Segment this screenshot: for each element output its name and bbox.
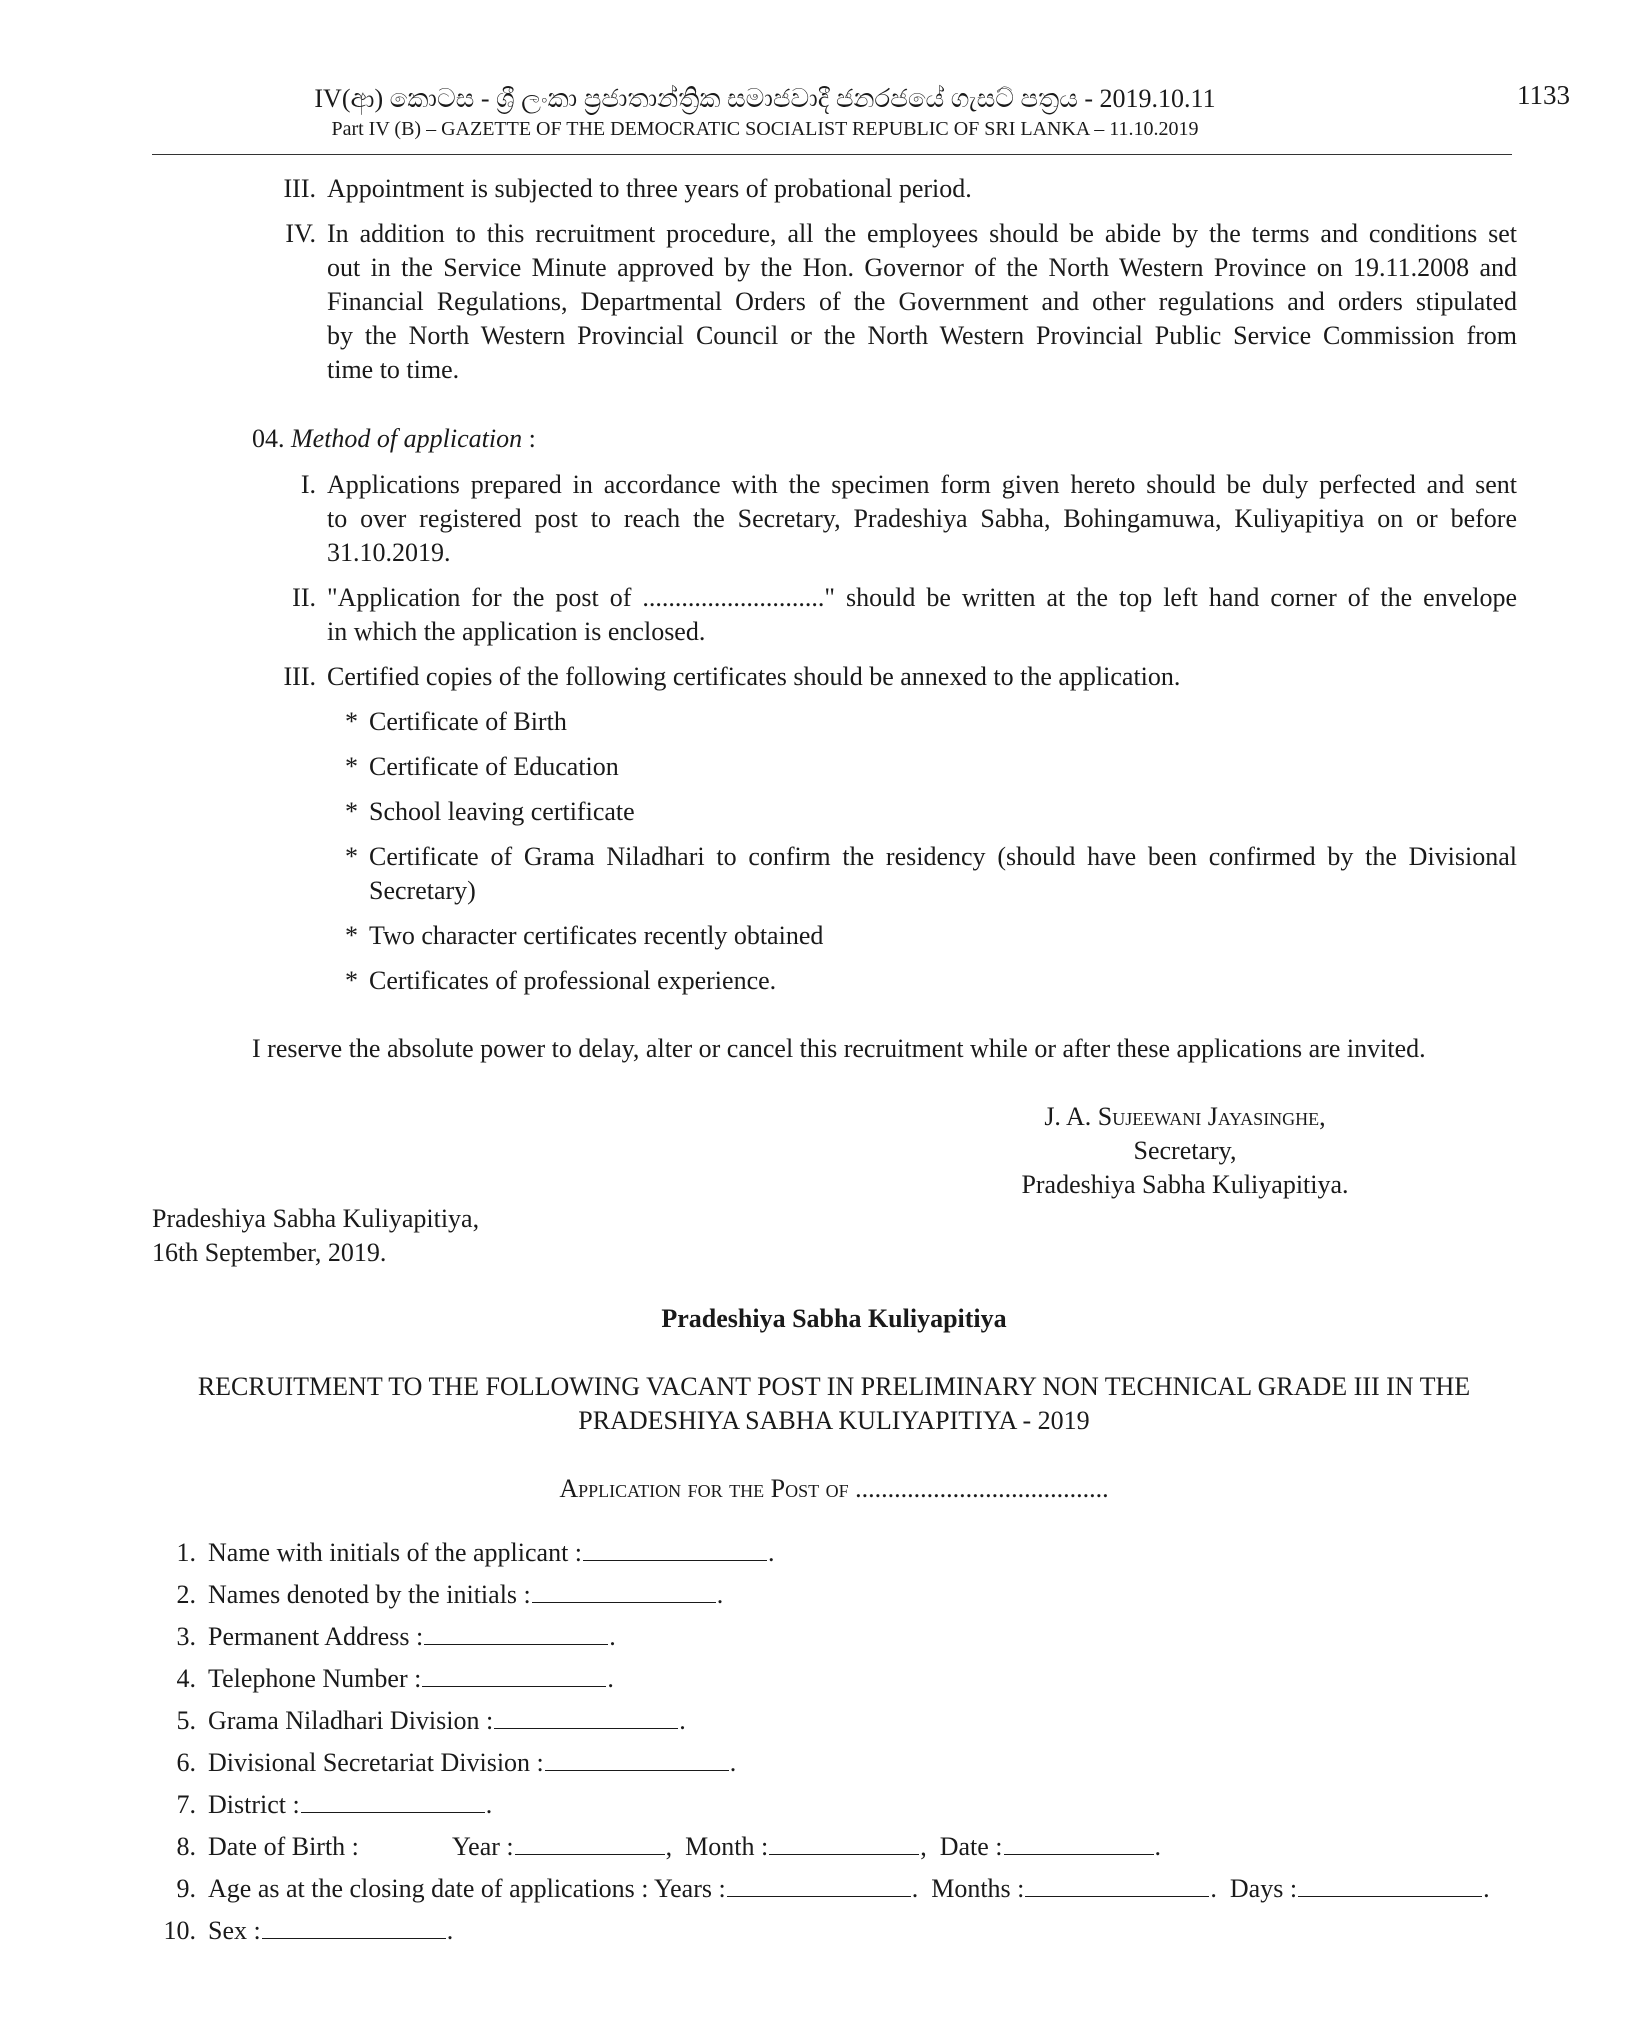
dob-month-label: Month : [685, 1832, 769, 1861]
item-text-line: by the North Western Provincial Council or the North Western Provincial Public Service Commission from [327, 321, 1517, 350]
form-field-date-of-birth [208, 1830, 359, 1864]
item-text-line: out in the Service Minute approved by the Hon. Governor of the North Western Province on 19.11.2008 and [327, 253, 1517, 282]
field-label: Name with initials of the applicant : [208, 1538, 583, 1567]
form-field-permanent-address [208, 1620, 616, 1654]
dob-sep: , [920, 1832, 927, 1861]
application-for-post [152, 1472, 1516, 1506]
bullet-star: * [345, 797, 358, 826]
field-label: Names denoted by the initials : [208, 1580, 531, 1609]
field-label: District : [208, 1790, 300, 1819]
page-number: 1133 [1517, 80, 1570, 110]
item-text-line: 31.10.2019. [327, 538, 451, 567]
dob-date-blank[interactable] [1004, 1836, 1154, 1855]
field-number: 9. [176, 1874, 196, 1903]
field-end: . [1210, 1874, 1217, 1903]
field-number: 3. [176, 1622, 196, 1651]
item-text-line: In addition to this recruitment procedure, all the employees should be abide by the terms and conditions set [327, 219, 1517, 248]
field-blank[interactable] [301, 1794, 485, 1813]
age-days-label: Days : [1229, 1874, 1298, 1903]
bullet-star: * [345, 752, 358, 781]
form-field-district [208, 1788, 492, 1822]
reserve-statement: I reserve the absolute power to delay, alter or cancel this recruitment while or after these applications are invited. [252, 1034, 1426, 1063]
item-text-line: Applications prepared in accordance with the specimen form given hereto should be duly perfected and sent [327, 470, 1517, 499]
header-english-line: Part IV (B) – GAZETTE OF THE DEMOCRATIC SOCIALIST REPUBLIC OF SRI LANKA – 11.10.2019 [331, 118, 1199, 140]
item-text-line: Financial Regulations, Departmental Orders of the Government and other regulations and orders stipulated [327, 287, 1517, 316]
signatory-title: Secretary, [1133, 1136, 1237, 1165]
field-label: Telephone Number : [208, 1664, 422, 1693]
dob-sep: , [665, 1832, 673, 1861]
item-number: II. [292, 583, 316, 612]
field-label: Divisional Secretariat Division : [208, 1748, 544, 1777]
field-blank[interactable] [424, 1626, 608, 1645]
form-field-gn-division [208, 1704, 686, 1738]
field-blank[interactable] [422, 1668, 606, 1687]
item-text-line: time to time. [327, 355, 460, 384]
field-blank[interactable] [532, 1584, 716, 1603]
dob-year-blank[interactable] [515, 1836, 665, 1855]
field-end: . [485, 1790, 493, 1819]
form-field-names-denoted [208, 1578, 723, 1612]
bullet-text: Certificate of Birth [369, 707, 567, 736]
dob-year-label: Year : [452, 1832, 514, 1861]
field-number: 8. [176, 1832, 196, 1861]
field-blank[interactable] [583, 1542, 767, 1561]
field-number: 2. [176, 1580, 196, 1609]
field-blank[interactable] [262, 1920, 446, 1939]
field-blank[interactable] [545, 1752, 729, 1771]
field-label: Date of Birth : [208, 1832, 359, 1861]
signatory-office: Pradeshiya Sabha Kuliyapitiya. [1021, 1170, 1349, 1199]
form-field-name-initials [208, 1536, 775, 1570]
section-title: Method of application [291, 424, 523, 453]
item-number: I. [300, 470, 316, 499]
item-number: III. [283, 662, 316, 691]
field-end: . [446, 1916, 454, 1945]
field-end: . [679, 1706, 686, 1735]
field-number: 6. [176, 1748, 196, 1777]
form-field-sex [208, 1914, 453, 1948]
application-for-dots: ....................................... [848, 1474, 1109, 1503]
item-text-line: in which the application is enclosed. [327, 617, 706, 646]
issue-date: 16th September, 2019. [152, 1238, 387, 1267]
header-rule [152, 154, 1512, 155]
age-label: Age as at the closing date of applications : Years : [208, 1874, 726, 1903]
field-number: 1. [176, 1538, 196, 1567]
form-field-ds-division [208, 1746, 736, 1780]
bullet-star: * [345, 921, 358, 950]
notice-title: Pradeshiya Sabha Kuliyapitiya [661, 1304, 1007, 1333]
section-number: 04. [252, 424, 285, 453]
header-sinhala-line: IV(ආ) කොටස - ශ්‍රී ලංකා ප්‍රජාතාන්ත්‍රික සමාජවාදී ජනරජයේ ගැසට් පත්‍රය - 2019.10.11 [314, 84, 1216, 113]
signatory-name-text: J. A. Sujeewani Jayasinghe, [1044, 1102, 1326, 1131]
bullet-text: Certificates of professional experience. [369, 966, 777, 995]
bullet-text: Certificate of Education [369, 752, 619, 781]
field-end: . [1483, 1874, 1490, 1903]
field-end: . [607, 1664, 614, 1693]
bullet-text: Secretary) [369, 876, 476, 905]
item-text: Certified copies of the following certificates should be annexed to the application. [327, 662, 1181, 691]
item-text: Appointment is subjected to three years of probational period. [327, 174, 972, 203]
field-end: . [609, 1622, 616, 1651]
section-04-heading [252, 422, 536, 456]
field-number: 4. [176, 1664, 196, 1693]
field-label: Sex : [208, 1916, 261, 1945]
form-field-age [208, 1872, 1490, 1906]
recruitment-heading-line2: PRADESHIYA SABHA KULIYAPITIYA - 2019 [578, 1406, 1090, 1435]
item-number: IV. [285, 219, 316, 248]
bullet-star: * [345, 707, 358, 736]
field-end: . [768, 1538, 775, 1567]
section-colon: : [522, 424, 536, 453]
field-number: 7. [176, 1790, 196, 1819]
age-months-label: Months : [931, 1874, 1025, 1903]
field-label: Permanent Address : [208, 1622, 424, 1651]
bullet-text: School leaving certificate [369, 797, 635, 826]
application-for-label: Application for the Post of [559, 1474, 849, 1503]
field-number: 10. [163, 1916, 196, 1945]
bullet-star: * [345, 966, 358, 995]
field-number: 5. [176, 1706, 196, 1735]
signatory-name [980, 1100, 1390, 1134]
age-days-blank[interactable] [1298, 1878, 1482, 1897]
item-text-line: "Application for the post of ............................" should be written at the top left hand corner of the envelope [327, 583, 1517, 612]
issue-place: Pradeshiya Sabha Kuliyapitiya, [152, 1204, 480, 1233]
bullet-text: Certificate of Grama Niladhari to confirm the residency (should have been confirmed by the Divisional [369, 842, 1517, 871]
field-label: Grama Niladhari Division : [208, 1706, 494, 1735]
field-end: . [1154, 1832, 1162, 1861]
age-months-blank[interactable] [1025, 1878, 1209, 1897]
age-years-blank[interactable] [727, 1878, 911, 1897]
dob-month-blank[interactable] [769, 1836, 919, 1855]
item-number: III. [283, 174, 316, 203]
recruitment-heading-line1: RECRUITMENT TO THE FOLLOWING VACANT POST IN PRELIMINARY NON TECHNICAL GRADE III IN THE [197, 1372, 1471, 1401]
field-end: . [716, 1580, 724, 1609]
form-field-telephone [208, 1662, 614, 1696]
field-blank[interactable] [494, 1710, 678, 1729]
field-end: . [729, 1748, 737, 1777]
bullet-star: * [345, 842, 358, 871]
field-end: . [911, 1874, 919, 1903]
item-text-line: to over registered post to reach the Secretary, Pradeshiya Sabha, Bohingamuwa, Kuliyapitiya on or before [327, 504, 1517, 533]
bullet-text: Two character certificates recently obtained [369, 921, 824, 950]
form-field-dob-parts [452, 1830, 1161, 1864]
dob-date-label: Date : [939, 1832, 1003, 1861]
